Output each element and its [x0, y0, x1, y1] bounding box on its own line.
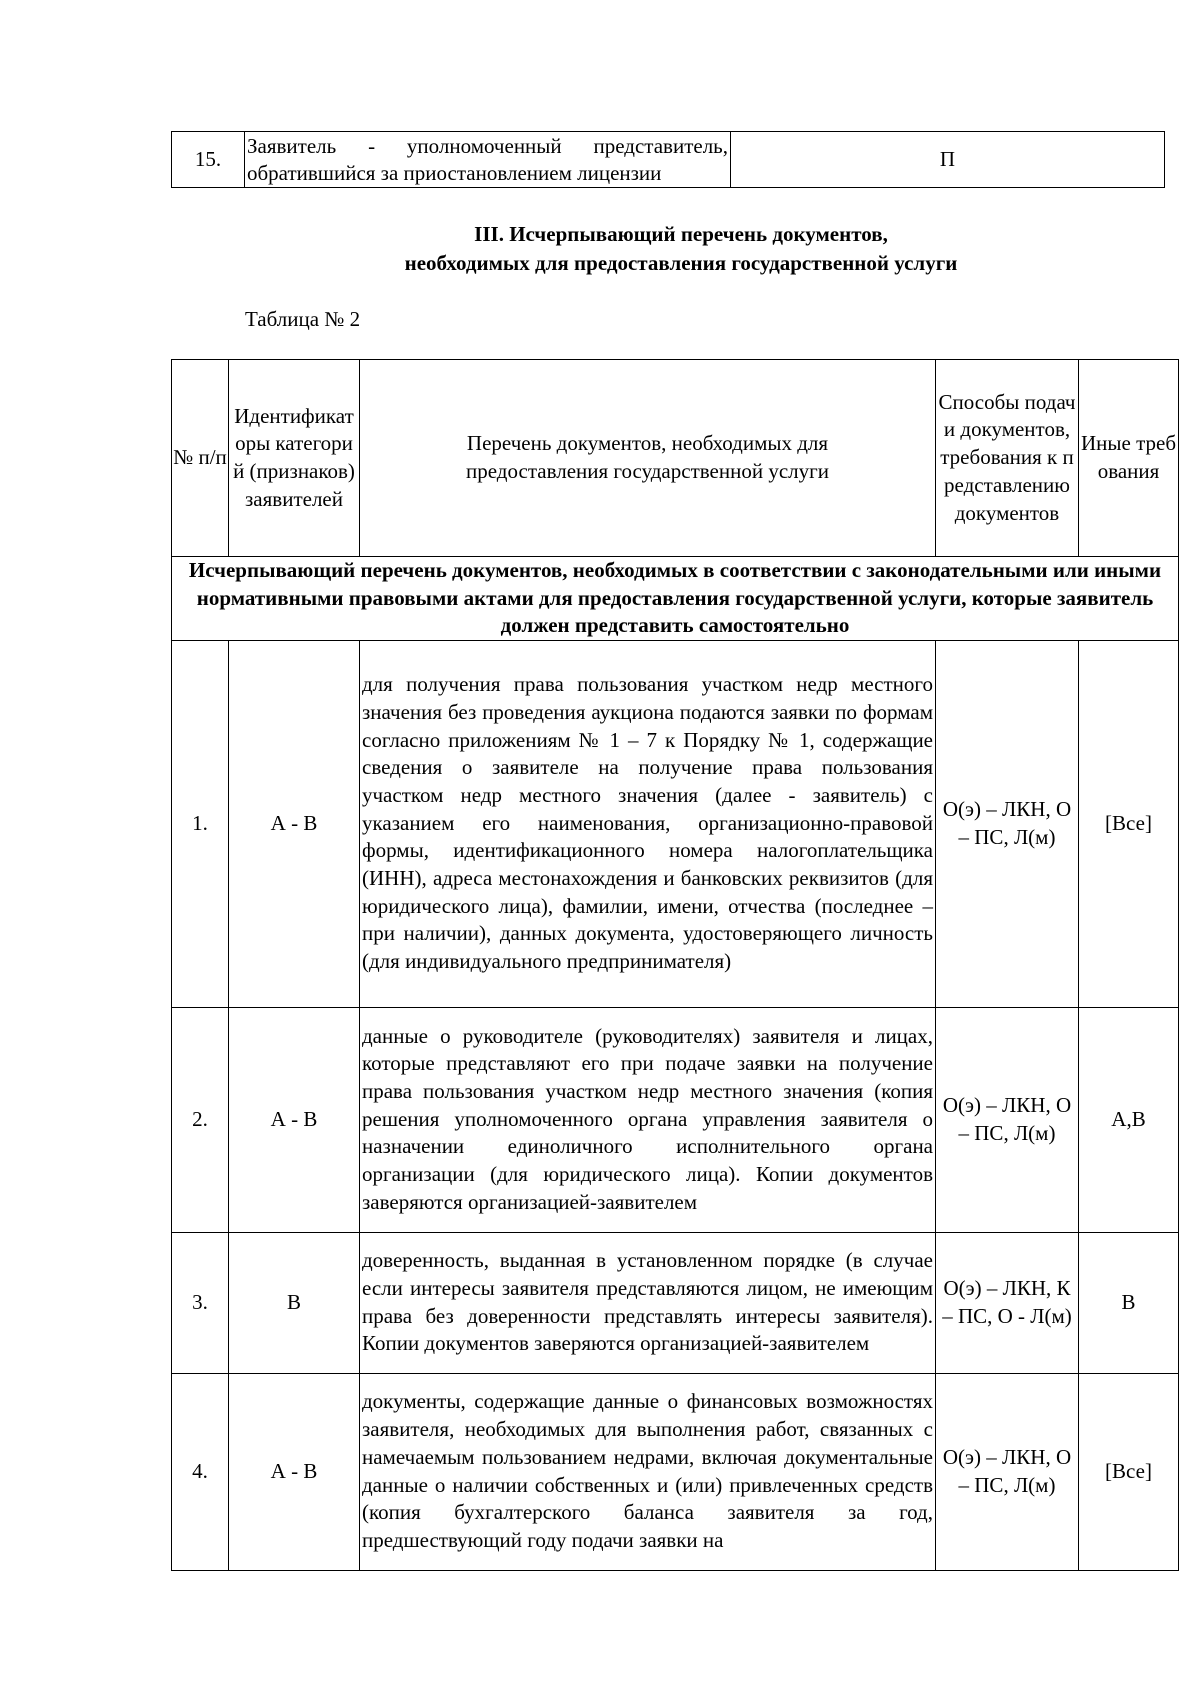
table-row [172, 1232, 1179, 1373]
table-group-row [172, 557, 1179, 641]
row-methods: О(э) – ЛКН, К – ПС, О - Л(м) [936, 1232, 1079, 1373]
table-header-row [172, 360, 1179, 557]
row-methods: О(э) – ЛКН, О – ПС, Л(м) [936, 1373, 1079, 1570]
header-other: Иные требования [1079, 360, 1179, 557]
header-category: Идентификаторы категорий (признаков) заявителей [229, 360, 360, 557]
table-row [172, 1373, 1179, 1570]
top-table [171, 131, 1165, 188]
header-num: № п/п [172, 360, 229, 557]
row-other: В [1079, 1232, 1179, 1373]
row-other: А,В [1079, 1007, 1179, 1232]
row-other: [Все] [1079, 640, 1179, 1007]
section-title-line-2: необходимых для предоставления государственной услуги [404, 251, 958, 275]
row-document: для получения права пользования участком недр местного значения без проведения аукциона подаются заявки по формам согласно приложениям № 1 – 7 к Порядку № 1, содержащие сведения о заявителе на получение права пользования участком недр местного значения (далее - заявитель) с указанием его наименования, организационно-правовой формы, идентификационного номера налогоплательщика (ИНН), адреса местонахождения и банковских реквизитов (для юридического лица), фамилии, имени, отчества (последнее – при наличии), данных документа, удостоверяющего личность (для индивидуального предпринимателя) [360, 640, 936, 1007]
table-row [172, 132, 1165, 188]
documents-table [171, 359, 1179, 1571]
row-category: А - В [229, 640, 360, 1007]
table-label: Таблица № 2 [245, 307, 361, 331]
applicant-description: Заявитель - уполномоченный представитель, обратившийся за приостановлением лицензии [245, 132, 731, 188]
row-methods: О(э) – ЛКН, О – ПС, Л(м) [936, 1007, 1079, 1232]
row-category: А - В [229, 1007, 360, 1232]
row-number: 1. [172, 640, 229, 1007]
header-methods: Способы подачи документов, требования к представлению документов [936, 360, 1079, 557]
row-document: документы, содержащие данные о финансовых возможностях заявителя, необходимых для выполнения работ, связанных с намечаемым пользованием недрами, включая документальные данные о наличии собственных и (или) привлеченных средств (копия бухгалтерского баланса заявителя за год, предшествующий году подачи заявки на [360, 1373, 936, 1570]
group-title: Исчерпывающий перечень документов, необходимых в соответствии с законодательными или иными нормативными правовыми актами для предоставления государственной услуги, которые заявитель должен представить самостоятельно [172, 557, 1179, 641]
section-title-line-1: III. Исчерпывающий перечень документов, [474, 222, 888, 246]
row-document: данные о руководителе (руководителях) заявителя и лицах, которые представляют его при подаче заявки на получение права пользования участком недр местного значения (копия решения уполномоченного органа управления заявителя о назначении единоличного исполнительного органа организации (для юридического лица). Копии документов заверяются организацией-заявителем [360, 1007, 936, 1232]
row-number: 2. [172, 1007, 229, 1232]
table-row [172, 1007, 1179, 1232]
row-number: 15. [172, 132, 245, 188]
row-document: доверенность, выданная в установленном порядке (в случае если интересы заявителя представляются лицом, не имеющим права без доверенности представлять интересы заявителя). Копии документов заверяются организацией-заявителем [360, 1232, 936, 1373]
row-category: В [229, 1232, 360, 1373]
row-number: 4. [172, 1373, 229, 1570]
section-title [171, 220, 1191, 278]
table-row [172, 640, 1179, 1007]
row-other: [Все] [1079, 1373, 1179, 1570]
row-category: А - В [229, 1373, 360, 1570]
row-number: 3. [172, 1232, 229, 1373]
applicant-code: П [731, 132, 1165, 188]
header-docs: Перечень документов, необходимых для предоставления государственной услуги [360, 360, 936, 557]
row-methods: О(э) – ЛКН, О – ПС, Л(м) [936, 640, 1079, 1007]
